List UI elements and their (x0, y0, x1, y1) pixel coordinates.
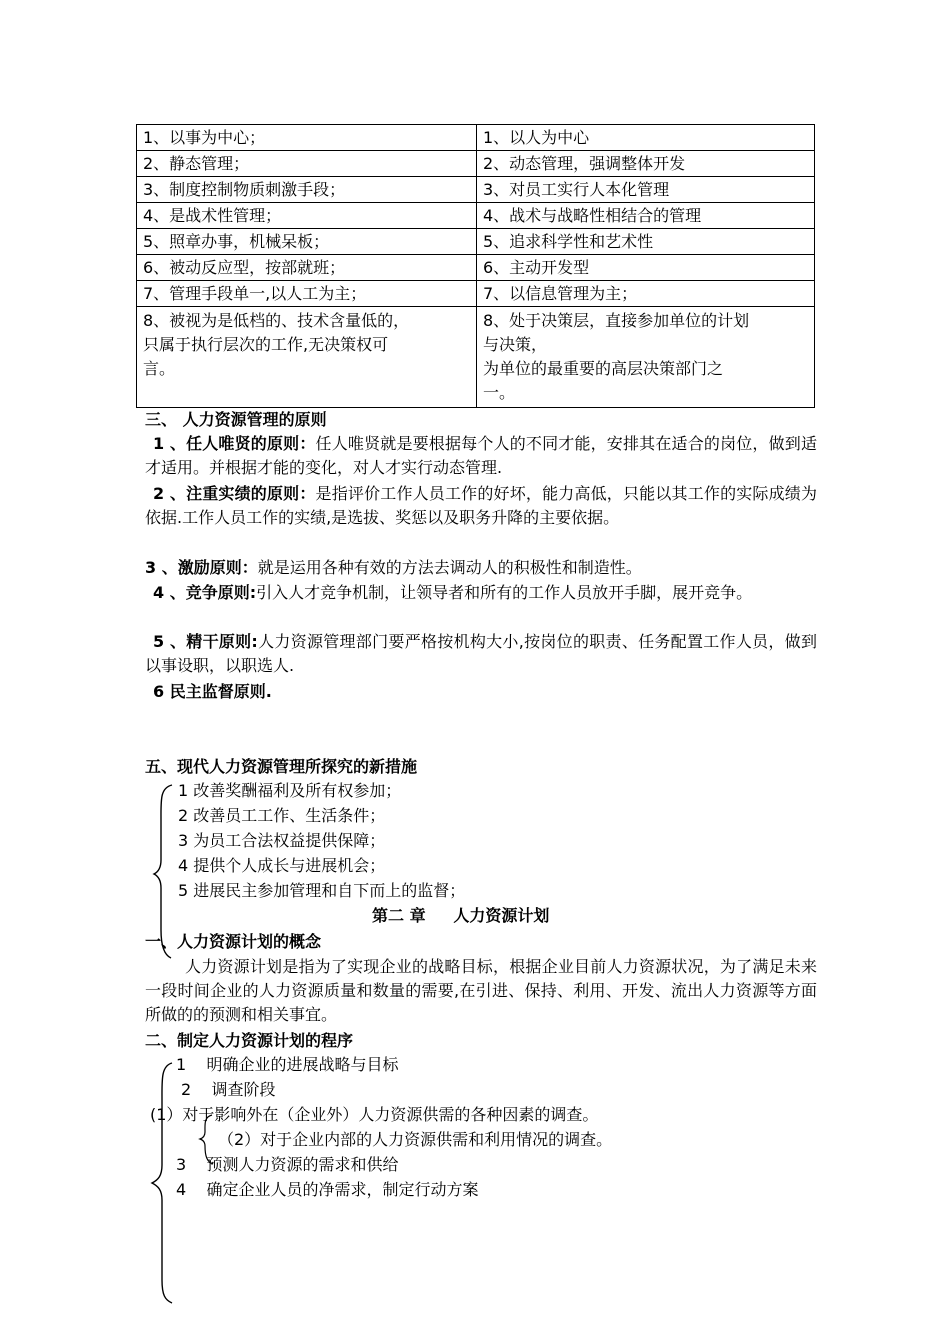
principle-5-text: 人力资源管理部门要严格按机构大小,按岗位的职责、任务配置工作人员，做到以事设职，以职选人. (145, 632, 817, 675)
chapter2-s1-heading: 一、人力资源计划的概念 (145, 932, 322, 951)
brace-procedure (152, 1063, 172, 1303)
chapter-title: 第二 章 人力资源计划 (372, 906, 550, 925)
principle-4-label: 4 、竞争原则: (153, 583, 257, 602)
table-cell-line: 5、追求科学性和艺术性 (483, 232, 654, 251)
section5-heading: 五、现代人力资源管理所探究的新措施 (145, 757, 418, 776)
principle-2-label: 2 、注重实绩的原则： (153, 484, 316, 503)
procedure-step-2a: (1）对于影响外在（企业外）人力资源供需的各种因素的调查。 (150, 1105, 599, 1124)
principle-3-label: 3 、激励原则： (145, 558, 258, 577)
chapter2-s1-text: 人力资源计划是指为了实现企业的战略目标，根据企业目前人力资源状况，为了满足未来一段时间企业的人力资源质量和数量的需要,在引进、保持、利用、开发、流出人力资源等方面所做的的预测和相关事宜。 (145, 957, 817, 1024)
table-cell-line: 2、静态管理； (143, 154, 250, 173)
principle-2-text: 是指评价工作人员工作的好坏，能力高低，只能以其工作的实际成绩为依据.工作人员工作的实绩,是选拔、奖惩以及职务升降的主要依据。 (145, 484, 817, 527)
table-cell-line: 1、以事为中心； (143, 128, 266, 147)
table-cell-line: 言。 (143, 359, 176, 378)
procedure-step-2b: （2）对于企业内部的人力资源供需和利用情况的调查。 (218, 1130, 613, 1149)
procedure-step-1: 1 明确企业的进展战略与目标 (176, 1055, 399, 1074)
table-cell-line: 6、主动开发型 (483, 258, 590, 277)
table-cell-line: 2、动态管理，强调整体开发 (483, 154, 686, 173)
brace-section5 (154, 785, 172, 958)
measure-item: 2 改善员工工作、生活条件； (178, 806, 386, 825)
table-cell-line: 8、被视为是低档的、技术含量低的， (143, 311, 410, 330)
brace-step2 (200, 1115, 213, 1164)
procedure-step-4: 4 确定企业人员的净需求，制定行动方案 (176, 1180, 479, 1199)
principle-5-label: 5 、精干原则: (153, 632, 258, 651)
table-cell-line: 3、制度控制物质刺激手段； (143, 180, 346, 199)
measure-item: 5 进展民主参加管理和自下而上的监督； (178, 881, 466, 900)
principle-1-text: 任人唯贤就是要根据每个人的不同才能，安排其在适合的岗位，做到适才适用。并根据才能的变化，对人才实行动态管理. (145, 434, 817, 477)
procedure-step-2: 2 调查阶段 (181, 1080, 276, 1099)
chapter2-s2-heading: 二、制定人力资源计划的程序 (145, 1031, 354, 1050)
measure-item: 1 改善奖酬福利及所有权参加； (178, 781, 402, 800)
table-cell-line: 与决策， (483, 335, 548, 354)
table-cell-line: 1、以人为中心 (483, 128, 590, 147)
table-cell-line: 3、对员工实行人本化管理 (483, 180, 670, 199)
principle-3-text: 就是运用各种有效的方法去调动人的积极性和制造性。 (257, 558, 642, 577)
procedure-step-3: 3 预测人力资源的需求和供给 (176, 1155, 399, 1174)
table-cell-line: 4、是战术性管理； (143, 206, 282, 225)
principle-4-text: 引入人才竞争机制，让领导者和所有的工作人员放开手脚，展开竞争。 (256, 583, 753, 602)
principle-6: 6 民主监督原则. (153, 682, 272, 701)
table-cell-line: 一。 (483, 383, 516, 402)
measure-item: 3 为员工合法权益提供保障； (178, 831, 386, 850)
table-cell-line: 5、照章办事，机械呆板； (143, 232, 330, 251)
table-cell-line: 只属于执行层次的工作,无决策权可 (143, 335, 389, 354)
table-cell-line: 6、被动反应型，按部就班； (143, 258, 346, 277)
measure-item: 4 提供个人成长与进展机会； (178, 856, 386, 875)
principle-1-label: 1 、任人唯贤的原则： (153, 434, 316, 453)
section3-heading: 三、 人力资源管理的原则 (145, 410, 327, 429)
table-cell-line: 8、处于决策层，直接参加单位的计划 (483, 311, 750, 330)
table-cell-line: 7、管理手段单一,以人工为主； (143, 284, 367, 303)
table-cell-line: 为单位的最重要的高层决策部门之 (483, 359, 724, 378)
table-cell-line: 7、以信息管理为主； (483, 284, 638, 303)
table-cell-line: 4、战术与战略性相结合的管理 (483, 206, 702, 225)
